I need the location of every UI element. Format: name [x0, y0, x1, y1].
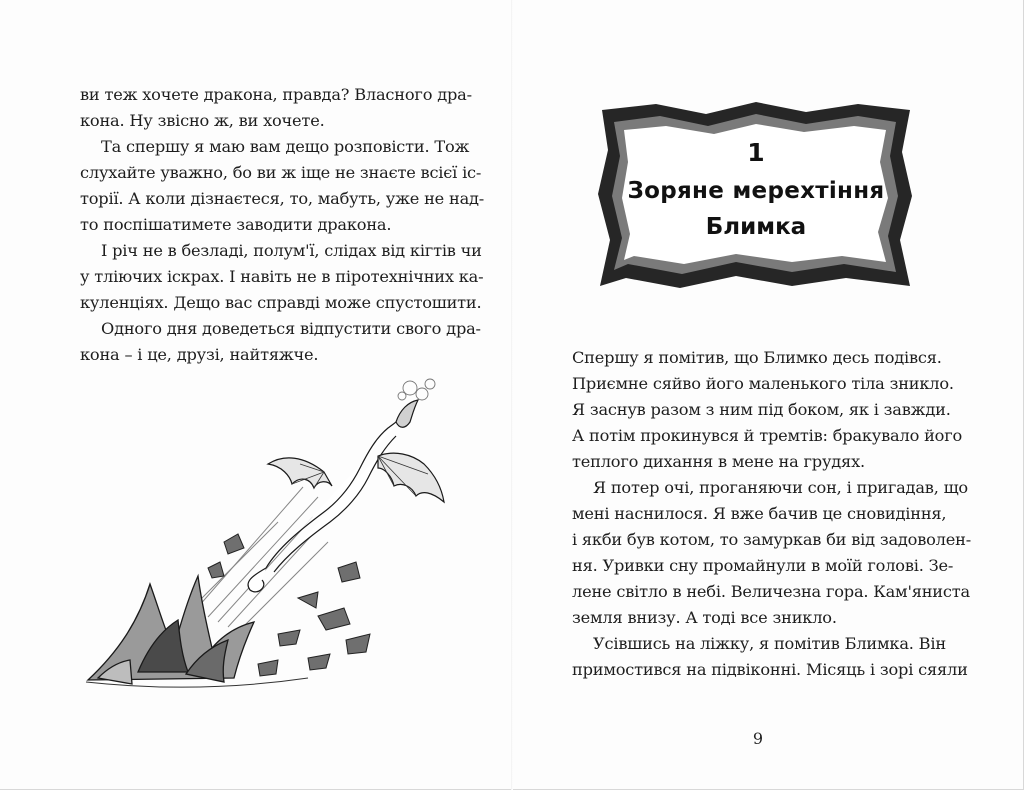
chapter-title-line1: Зоряне мерехтіння	[627, 178, 885, 204]
text-line: і якби був котом, то замуркав би від задоволен-	[572, 530, 971, 549]
text-line: кона – і це, друзі, найтяжче.	[80, 345, 319, 364]
text-line: у тліючих іскрах. І навіть не в піротехнічних ка-	[80, 267, 484, 286]
text-line: ви теж хочете дракона, правда? Власного дра-	[80, 85, 472, 104]
left-page-text	[80, 82, 485, 368]
text-line: І річ не в безладі, полум'ї, слідах від кігтів чи	[101, 241, 482, 260]
book-gutter	[511, 0, 513, 790]
text-line: Усівшись на ліжку, я помітив Блимка. Він	[593, 634, 946, 653]
text-line: Приємне сяйво його маленького тіла зникло.	[572, 374, 954, 393]
text-line: то поспішатимете заводити дракона.	[80, 215, 392, 234]
text-line: торії. А коли дізнаєтеся, то, мабуть, уже не над-	[80, 189, 485, 208]
text-line: примостився на підвіконні. Місяць і зорі сяяли	[572, 660, 968, 679]
right-page-text	[572, 345, 971, 683]
text-line: Я заснув разом з ним під боком, як і завжди.	[572, 400, 951, 419]
page-number: 9	[752, 729, 764, 748]
text-line: земля внизу. А тоді все зникло.	[572, 608, 837, 627]
chapter-number: 1	[747, 138, 765, 167]
text-line: теплого дихання в мене на грудях.	[572, 452, 865, 471]
text-line: Одного дня доведеться відпустити свого дра-	[101, 319, 481, 338]
chapter-heading	[596, 100, 916, 290]
text-line: кона. Ну звісно ж, ви хочете.	[80, 111, 325, 130]
chapter-title-line2: Блимка	[705, 214, 807, 240]
text-line: ня. Уривки сну промайнули в моїй голові. Зе-	[572, 556, 954, 575]
text-line: Спершу я помітив, що Блимко десь подівся.	[572, 348, 942, 367]
text-line: мені наснилося. Я вже бачив це сновидіння,	[572, 504, 947, 523]
text-line: Та спершу я маю вам дещо розповісти. Тож	[101, 137, 470, 156]
dragon-illustration	[78, 372, 478, 702]
text-line: Я потер очі, проганяючи сон, і пригадав, що	[593, 478, 968, 497]
text-line: куленціях. Дещо вас справді може спустошити.	[80, 293, 482, 312]
text-line: слухайте уважно, бо ви ж іще не знаєте всієї іс-	[80, 163, 482, 182]
dragon-drawing	[78, 372, 478, 702]
text-line: А потім прокинувся й тремтів: бракувало його	[572, 426, 963, 445]
text-line: лене світло в небі. Величезна гора. Кам'яниста	[572, 582, 970, 601]
